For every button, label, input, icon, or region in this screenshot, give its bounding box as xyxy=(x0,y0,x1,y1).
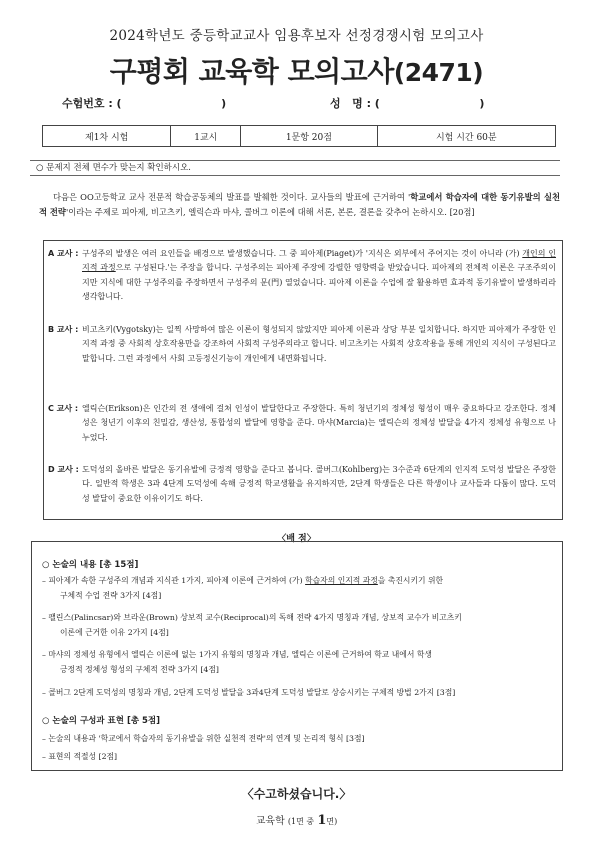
scoring-item xyxy=(42,686,552,701)
exam-info-table xyxy=(42,125,556,147)
teacher-d-statement xyxy=(48,463,556,506)
footer-page-suffix: 면) xyxy=(326,817,338,826)
exam-title xyxy=(0,50,593,90)
scoring-item xyxy=(42,611,552,640)
closing-message: 〈수고하셨습니다.〉 xyxy=(241,787,352,801)
scoring-item xyxy=(42,648,552,677)
scoring-item-text-end: 을 촉진시키기 위한 xyxy=(377,576,444,585)
prompt-text-before: 다음은 OO고등학교 교사 전문적 학습공동체의 발표를 발췌한 것이다. 교사들의 발표에 근거하여 ' xyxy=(53,192,411,202)
teacher-c-label: C 교사 : xyxy=(48,404,79,413)
scoring-section-structure: ○ 논술의 구성과 표현 [총 5점] xyxy=(42,716,161,726)
exam-session: 제1차 시험 xyxy=(43,126,171,147)
teacher-a-text: 구성주의 발생은 여러 요인들을 배경으로 발생했습니다. 그 중 피아제(Piaget)가 '지식은 외부에서 주어지는 것이 아니라 (가) xyxy=(82,249,523,258)
scoring-item-line2: 이론에 근거한 이유 2가지 [4점] xyxy=(60,627,169,637)
teacher-b-text: 비고츠키(Vygotsky)는 일찍 사망하여 많은 이론이 형성되지 않았지만 피아제 이론과 상당 부분 일치합니다. 하지만 피아제가 주장한 인지적 과정 중 사회적 상호작용만을 강조하여 사회적 구성주의라고 합니다. 비고츠키는 사회적 상호작용을 통해 개인의 지식이 구성된다고 말합니다. 그런 과정에서 사회 고등정신기능이 개인에게 내면화됩니다. xyxy=(82,325,556,363)
scoring-box xyxy=(31,541,563,771)
scoring-item-text: – 논술의 내용과 '학교에서 학습자의 동기유발을 위한 실천적 전략'의 연계 및 논리적 형식 [3점] xyxy=(42,734,365,743)
scoring-section-content: ○ 논술의 내용 [총 15점] xyxy=(42,560,139,570)
notice-text: ○ 문제지 전체 면수가 맞는지 확인하시오. xyxy=(36,163,192,173)
teacher-statements-box xyxy=(43,240,563,520)
exam-question-count: 1문항 20점 xyxy=(241,126,377,147)
exam-period: 1교시 xyxy=(171,126,241,147)
scoring-item-text: – 콜버그 2단계 도덕성의 명칭과 개념, 2단계 도덕성 발달을 3과4단계 도덕성 발달로 상승시키는 구체적 방법 2가지 [3점] xyxy=(42,688,456,697)
exam-title-text: 구평회 교육학 모의고사 xyxy=(109,55,394,88)
prompt-topic: 학교에서 학습자에 대한 동기유발의 실천적 전략 xyxy=(39,192,560,217)
scoring-item-text: – 피아제가 속한 구성주의 개념과 지식관 1가지, 피아제 이론에 근거하여 (가) xyxy=(42,576,306,585)
scoring-item-text: – 팰린스(Palincsar)와 브라운(Brown) 상보적 교수(Reciprocal)의 독해 전략 4가지 명칭과 개념, 상보적 교수가 비고츠키 xyxy=(42,613,462,622)
prompt-text-after: '이라는 주제로 피아제, 비고츠키, 엘릭슨과 마샤, 콜버그 이론에 대해 서론, 본론, 결론을 갖추어 논하시오. [20점] xyxy=(65,206,475,217)
teacher-b-statement xyxy=(48,323,556,366)
scoring-item-line2: 구체적 수업 전략 3가지 [4점] xyxy=(60,590,162,600)
candidate-name-field[interactable]: 성 명 : ( ) xyxy=(330,97,485,110)
teacher-a-underline: 개인의 인지적 과정 xyxy=(82,249,556,273)
scoring-item-text: – 마샤의 정체성 유형에서 엘릭슨 이론에 없는 1가지 유형의 명칭과 개념, 엘릭슨 이론에 근거하여 학교 내에서 학생 xyxy=(42,650,432,659)
teacher-d-text: 도덕성의 올바른 발달은 동기유발에 긍정적 영향을 준다고 봅니다. 콜버그(Kohlberg)는 3수준과 6단계의 인지적 도덕성 발달은 주장한다. 일반적 학생은 3과 4단계 도덕성에 속해 긍정적 학교생활을 유지하지만, 2단계 학생들은 다른 학생이나 교사들과 다툼이 많다. 도덕성 발달이 중요한 이유이기도 하다. xyxy=(82,465,556,503)
scoring-item xyxy=(42,732,552,747)
scoring-item xyxy=(42,574,552,603)
scoring-item-line2: 긍정적 정체성 형성의 구체적 전략 3가지 [4점] xyxy=(60,664,219,674)
footer-page-prefix: (1면 중 xyxy=(287,817,315,826)
candidate-number-field[interactable]: 수험번호 : ( ) xyxy=(62,97,227,110)
teacher-d-label: D 교사 : xyxy=(48,465,79,474)
scoring-title: 〈배 점〉 xyxy=(277,534,316,544)
teacher-a-statement xyxy=(48,247,556,304)
page-footer xyxy=(0,812,593,828)
teacher-a-text-end: 으로 구성된다.'는 주장을 합니다. 구성주의는 피아제 주장에 강렬한 영향력을 받았습니다. 피아제의 전체적 이론은 구조주의이지만 지식에 대한 구성주의를 주장하면서 구성주의 문(門) 열었습니다. 피아제 이론을 수업에 잘 활용하면 효과적 동기유발이 발생하리라 생각합니다. xyxy=(82,263,556,301)
question-prompt xyxy=(39,190,560,219)
exam-code: (2471) xyxy=(393,58,484,87)
exam-duration: 시험 시간 60분 xyxy=(377,126,555,147)
teacher-c-statement xyxy=(48,402,556,445)
notice-bar xyxy=(30,160,560,176)
footer-page-number: 1 xyxy=(317,813,327,828)
scoring-item xyxy=(42,750,552,765)
scoring-item-text: – 표현의 적절성 [2점] xyxy=(42,752,118,761)
teacher-b-label: B 교사 : xyxy=(48,325,79,334)
footer-subject: 교육학 xyxy=(255,816,285,827)
teacher-c-text: 엘릭슨(Erikson)은 인간의 전 생애에 걸쳐 인성이 발달한다고 주장한다. 특히 청년기의 정체성 형성이 매우 중요하다고 강조한다. 정체성은 청년기 이후의 친밀감, 생산성, 통합성의 발달에 영향을 준다. 마샤(Marcia)는 엘릭슨의 정체성 발달을 4가지 정체성 유형으로 나누었다. xyxy=(82,404,556,442)
scoring-item-underline: 학습자의 인지적 과정 xyxy=(305,576,378,585)
teacher-a-label: A 교사 : xyxy=(48,249,79,258)
exam-subtitle: 2024학년도 중등학교교사 임용후보자 선정경쟁시험 모의고사 xyxy=(109,28,484,44)
